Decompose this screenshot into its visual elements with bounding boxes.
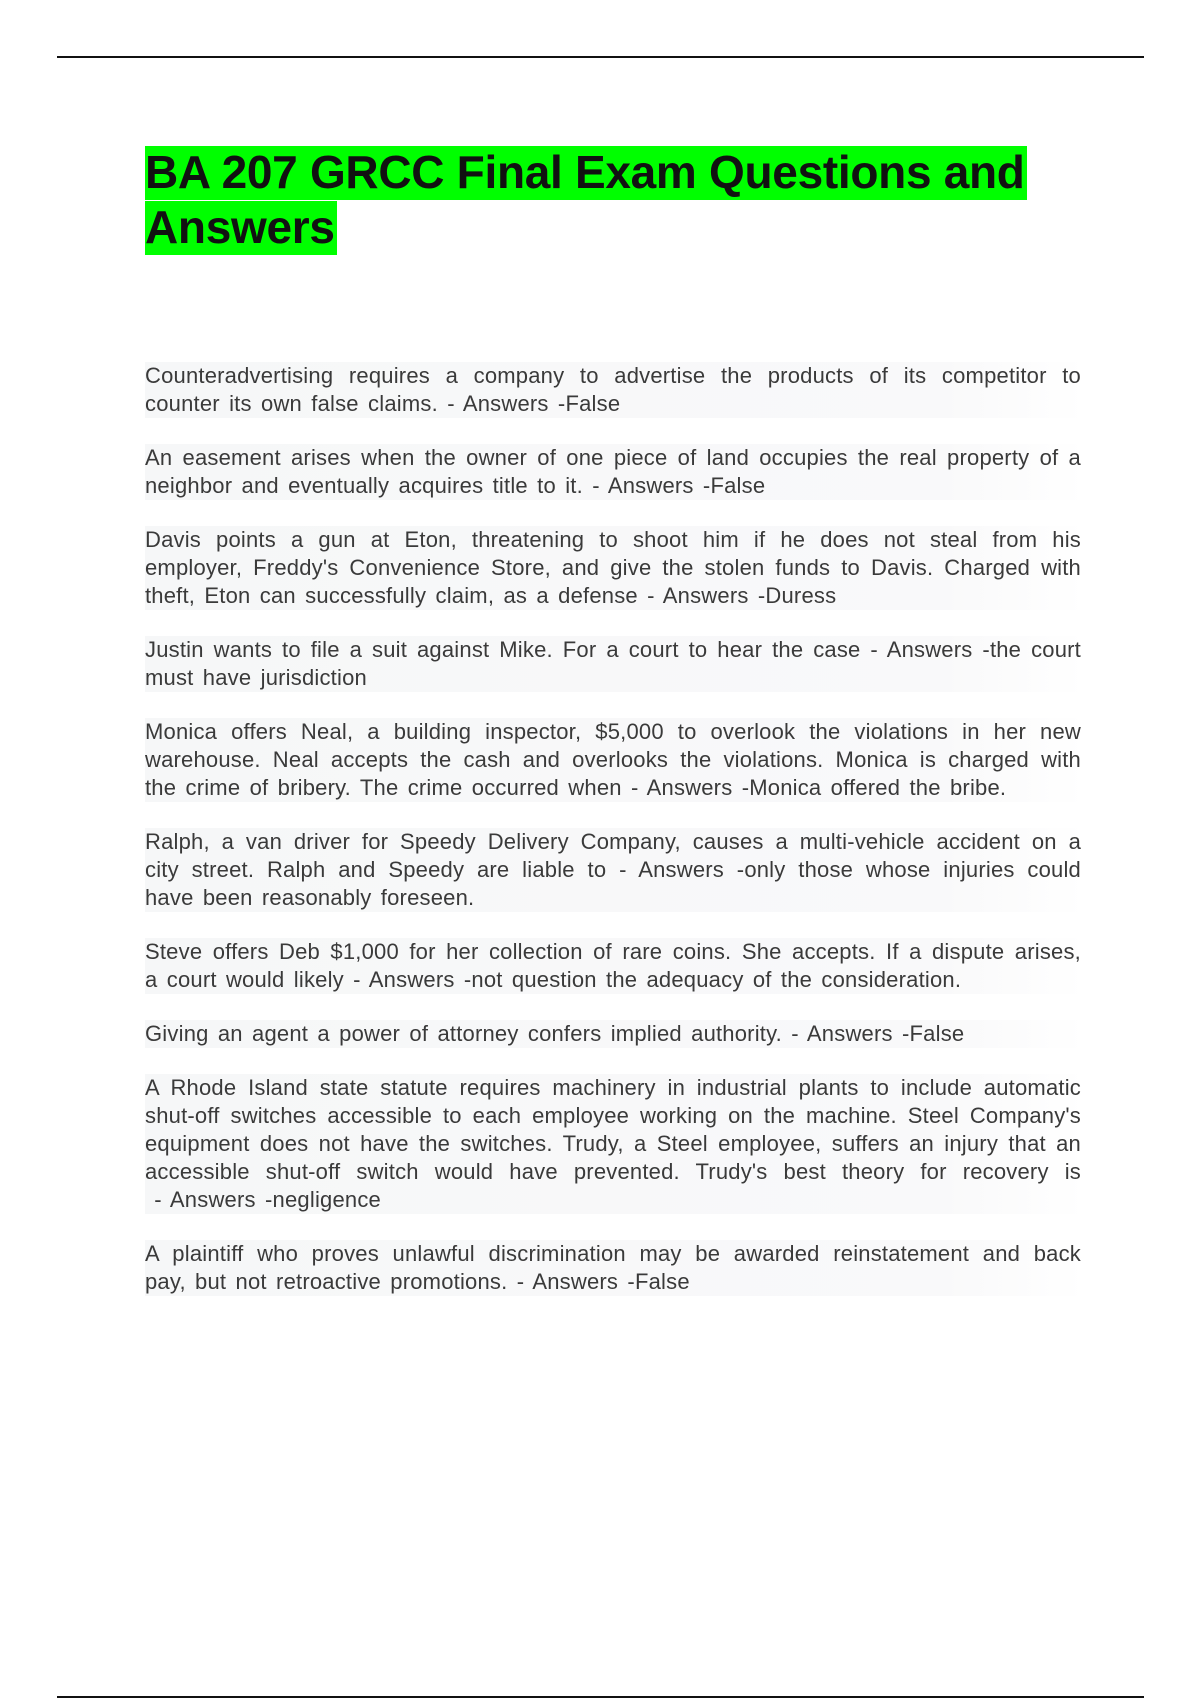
answer-text: False [565,391,621,416]
list-item [145,1020,1085,1048]
answer-text: not question the adequacy of the consideration. [471,967,962,992]
question-text: Davis points a gun at Eton, threatening to shoot him if he does not steal from his employer, Freddy's Convenience Store, and give the stolen funds to Davis. Charged with theft, Eton can successfully claim, as a defense [145,527,1081,608]
list-item [145,718,1085,802]
question-text: Steve offers Deb $1,000 for her collection of rare coins. She accepts. If a dispute arises, a court would likely [145,939,1081,992]
question-text: A plaintiff who proves unlawful discrimination may be awarded reinstatement and back pay, but not retroactive promotions. [145,1241,1081,1294]
page-title [145,145,1085,255]
question-text: A Rhode Island state statute requires machinery in industrial plants to include automatic shut-off switches accessible to each employee working on the machine. Steel Company's equipment does not have the switches. Trudy, a Steel employee, suffers an injury that an accessible shut-off switch would have prevented. Trudy's best theory for recovery is [145,1075,1081,1184]
list-item [145,444,1085,500]
answer-separator: - Answers - [621,775,750,800]
answer-text: False [634,1269,690,1294]
question-text: Monica offers Neal, a building inspector, $5,000 to overlook the violations in her new warehouse. Neal accepts the cash and overlooks the violations. Monica is charged with the crime of bribery. The crime occurred when [145,719,1081,800]
answer-separator: - Answers - [507,1269,635,1294]
answer-separator: - Answers - [606,857,745,882]
question-text: Giving an agent a power of attorney confers implied authority. [145,1021,782,1046]
qa-text [145,444,1085,500]
answer-text: the court must have jurisdiction [145,637,1081,690]
answer-separator: - Answers - [437,391,566,416]
answer-separator: - Answers - [782,1021,910,1046]
question-text: An easement arises when the owner of one piece of land occupies the real property of a neighbor and eventually acquires title to it. [145,445,1081,498]
top-rule [57,56,1144,58]
qa-text [145,938,1085,994]
answer-separator: - Answers - [860,637,990,662]
title-highlight: BA 207 GRCC Final Exam Questions and Answers [145,146,1025,253]
answer-text: False [909,1021,965,1046]
qa-text [145,1240,1085,1296]
question-text: Counteradvertising requires a company to advertise the products of its competitor to counter its own false claims. [145,363,1081,416]
list-item [145,362,1085,418]
answer-text: False [710,473,766,498]
qa-text [145,1074,1085,1214]
qa-text [145,362,1085,418]
question-text: Justin wants to file a suit against Mike. For a court to hear the case [145,637,861,662]
answer-text: only those whose injuries could have been reasonably foreseen. [145,857,1081,910]
answer-separator: - Answers - [637,583,766,608]
answer-text: Duress [765,583,837,608]
document-body [145,145,1085,1322]
list-item [145,828,1085,912]
qa-text [145,828,1085,912]
answer-separator: - Answers - [343,967,472,992]
answer-separator: - Answers - [145,1187,273,1212]
question-text: Ralph, a van driver for Speedy Delivery Company, causes a multi-vehicle accident on a city street. Ralph and Speedy are liable to [145,829,1081,882]
qa-text [145,1020,1085,1048]
answer-text: negligence [272,1187,381,1212]
qa-list [145,362,1085,1296]
qa-text [145,718,1085,802]
list-item [145,938,1085,994]
list-item [145,1074,1085,1214]
list-item [145,526,1085,610]
answer-text: Monica offered the bribe. [749,775,1007,800]
bottom-rule [57,1696,1144,1698]
list-item [145,1240,1085,1296]
list-item [145,636,1085,692]
answer-separator: - Answers - [582,473,711,498]
qa-text [145,636,1085,692]
qa-text [145,526,1085,610]
